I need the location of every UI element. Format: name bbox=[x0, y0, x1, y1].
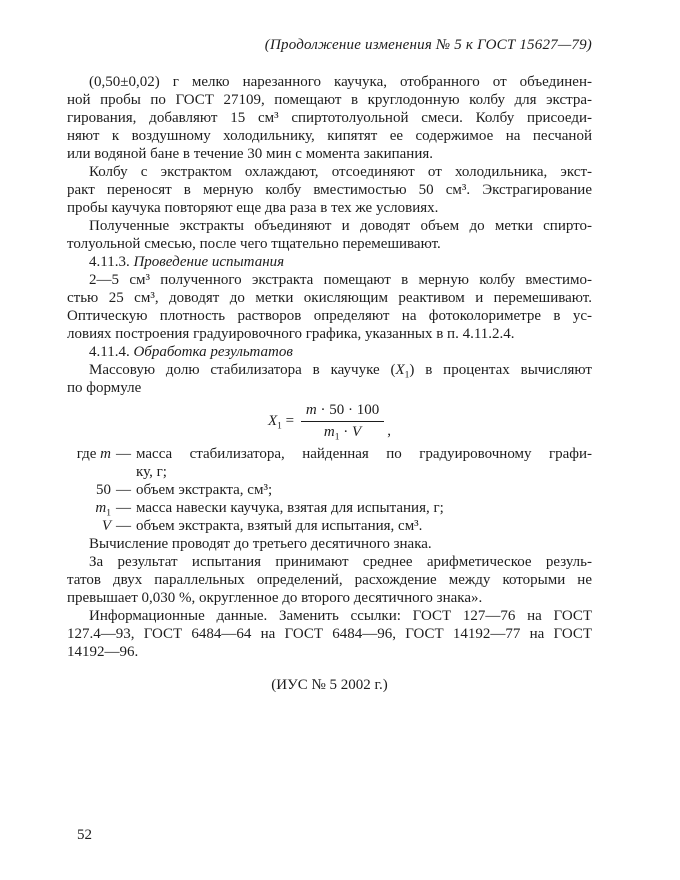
formula-comma: , bbox=[387, 422, 391, 439]
term-prefix: 50 bbox=[96, 482, 111, 498]
paragraph-extraction-setup bbox=[67, 73, 592, 163]
clause-heading-4-11-4 bbox=[67, 343, 592, 361]
text-line: по формуле bbox=[67, 380, 142, 396]
variable-x: X bbox=[395, 362, 405, 378]
variable-v: V bbox=[352, 424, 362, 440]
text-line: или водяной бане в течение 30 мин с момента закипания. bbox=[67, 146, 434, 162]
multiplication-dot: · bbox=[339, 424, 353, 440]
clause-heading-4-11-3 bbox=[67, 253, 592, 271]
text-segment: ) в процентах вычисляют bbox=[409, 362, 592, 378]
text-line: Колбу с экстрактом охлаждают, отсоединяют от холодильника, экст- bbox=[89, 164, 592, 180]
definition-row-v bbox=[67, 517, 592, 535]
variable-m: m bbox=[305, 402, 317, 418]
text-line: татов двух параллельных определений, расхождение между которыми не bbox=[67, 572, 592, 588]
text-line: 127.4—93, ГОСТ 6484—64 на ГОСТ 6484—96, ГОСТ 14192—77 на ГОСТ bbox=[67, 626, 592, 642]
fraction-denominator bbox=[301, 422, 384, 441]
text-line: (0,50±0,02) г мелко нарезанного каучука, отобранного от объединен- bbox=[89, 74, 592, 90]
text-line: стью 25 см³, доводят до метки окисляющим реактивом и перемешивают. bbox=[67, 290, 592, 306]
text-line: толуольной смесью, после чего тщательно перемешивают. bbox=[67, 236, 441, 252]
text-line: Полученные экстракты объединяют и доводят объем до метки спирто- bbox=[89, 218, 592, 234]
text-line bbox=[67, 361, 592, 379]
paragraph-calculation-precision: Вычисление проводят до третьего десятичного знака. bbox=[89, 536, 432, 552]
paragraph-extract-cooling bbox=[67, 163, 592, 217]
definition-dash: — bbox=[116, 446, 131, 462]
formula-lhs bbox=[268, 412, 298, 432]
fraction-numerator bbox=[301, 402, 384, 422]
definition-term bbox=[67, 481, 111, 499]
text-line: гирования, добавляют 15 см³ спиртотолуольной смеси. Колбу присоеди- bbox=[67, 110, 592, 126]
variable-subscript: 1 bbox=[404, 370, 410, 381]
running-header: (Продолжение изменения № 5 к ГОСТ 15627—79) bbox=[264, 37, 592, 53]
variable-subscript: 1 bbox=[106, 508, 111, 519]
numerator-constants: · 50 · 100 bbox=[316, 402, 380, 418]
definition-description: масса навески каучука, взятая для испытания, г; bbox=[136, 500, 444, 516]
text-line: няют к воздушному холодильнику, кипятят ее содержимое на песчаной bbox=[67, 128, 592, 144]
text-line: ловиях построения градуировочного графика, указанных в п. 4.11.2.4. bbox=[67, 326, 515, 342]
text-line: 14192—96. bbox=[67, 644, 139, 660]
definition-term bbox=[67, 445, 111, 481]
definition-list bbox=[67, 445, 592, 535]
definition-description: объем экстракта, взятый для испытания, см³. bbox=[136, 518, 423, 534]
clause-title: Обработка результатов bbox=[133, 344, 293, 360]
paragraph-test-procedure bbox=[67, 271, 592, 343]
definition-dash: — bbox=[116, 482, 131, 498]
definition-row-m bbox=[67, 445, 592, 481]
page-number: 52 bbox=[77, 827, 92, 843]
text-line: ной пробы по ГОСТ 27109, помещают в круглодонную колбу для экстра- bbox=[67, 92, 592, 108]
issue-note: (ИУС № 5 2002 г.) bbox=[271, 677, 388, 693]
paragraph-informational-data bbox=[67, 607, 592, 661]
variable-v: V bbox=[101, 518, 111, 534]
clause-number: 4.11.3. bbox=[89, 254, 130, 270]
definition-description bbox=[136, 445, 592, 481]
equals-sign: = bbox=[281, 412, 298, 429]
text-line: ку, г; bbox=[136, 464, 167, 480]
text-line: Оптическую плотность растворов определяют на фотоколориметре в ус- bbox=[67, 308, 592, 324]
definition-row-m1 bbox=[67, 499, 592, 517]
definition-term bbox=[67, 517, 111, 535]
definition-term bbox=[67, 499, 111, 517]
term-prefix: где bbox=[76, 446, 101, 462]
variable-m1: m bbox=[95, 500, 107, 516]
clause-number: 4.11.4. bbox=[89, 344, 130, 360]
text-line: Информационные данные. Заменить ссылки: ГОСТ 127—76 на ГОСТ bbox=[89, 608, 592, 624]
text-line: масса стабилизатора, найденная по градуировочному графи- bbox=[136, 446, 592, 462]
text-line: За результат испытания принимают среднее арифметическое резуль- bbox=[89, 554, 592, 570]
paragraph-extract-combining bbox=[67, 217, 592, 253]
variable-x: X bbox=[268, 412, 278, 429]
text-line: превышает 0,030 %, округленное до второго десятичного знака». bbox=[67, 590, 483, 606]
variable-subscript: 1 bbox=[277, 421, 282, 432]
text-block bbox=[67, 36, 592, 694]
definition-description: объем экстракта, см³; bbox=[136, 482, 273, 498]
fraction bbox=[301, 402, 384, 441]
paragraph-test-result bbox=[67, 553, 592, 607]
clause-title: Проведение испытания bbox=[133, 254, 285, 270]
text-line: 2—5 см³ полученного экстракта помещают в мерную колбу вместимо- bbox=[89, 272, 592, 288]
definition-dash: — bbox=[116, 518, 131, 534]
variable-subscript: 1 bbox=[334, 432, 340, 443]
definition-row-50 bbox=[67, 481, 592, 499]
text-line: пробы каучука повторяют еще два раза в тех же условиях. bbox=[67, 200, 439, 216]
text-segment: Массовую долю стабилизатора в каучуке ( bbox=[89, 362, 396, 378]
variable-m: m bbox=[100, 446, 111, 462]
variable-m1: m bbox=[323, 424, 335, 440]
definition-dash: — bbox=[116, 500, 131, 516]
formula-x1 bbox=[67, 402, 592, 441]
text-line: ракт переносят в мерную колбу вместимостью 50 см³. Экстрагирование bbox=[67, 182, 592, 198]
paragraph-mass-fraction bbox=[67, 361, 592, 397]
